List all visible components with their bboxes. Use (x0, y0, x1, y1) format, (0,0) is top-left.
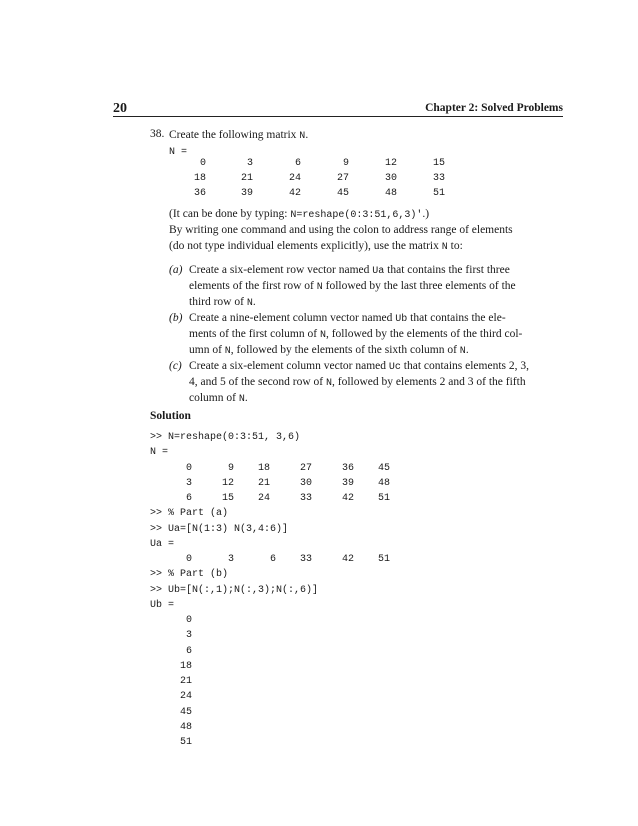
part-c-l1-var: Uc (388, 362, 401, 373)
value-cell: 51 (377, 493, 390, 504)
part-b-l3-mid: , followed by the elements of the sixth column of (230, 344, 457, 356)
value-cell: 45 (377, 462, 390, 474)
part-a-label: (a) (169, 264, 183, 276)
value-cell: 48 (377, 477, 390, 489)
value-cell: 6 (185, 493, 192, 504)
part-b-l3-var: N (224, 346, 231, 357)
value-cell: 18 (179, 660, 192, 672)
part-c-l2-var: N (326, 378, 333, 389)
instruction-line-2 (169, 238, 463, 256)
part-c-l2-post: , followed by elements 2 and 3 of the fifth (332, 376, 526, 388)
output-label: Ua = (150, 538, 175, 550)
output-row (150, 615, 318, 630)
value-cell: 0 (185, 615, 192, 626)
part-b-l1-pre: Create a nine-element column vector named (189, 312, 393, 324)
value-cell: 45 (179, 706, 192, 718)
value-cell: 3 (227, 554, 234, 565)
instr2-var: N (441, 242, 448, 253)
part-b-l2-var: N (319, 330, 326, 341)
matrix-cell: 3 (246, 158, 253, 169)
instr2-pre: (do not type individual elements explicitly), use the matrix (169, 240, 439, 252)
problem-number: 38. (150, 128, 165, 140)
output-row (150, 737, 318, 752)
matrix-cell: 18 (193, 173, 206, 184)
value-cell: 6 (185, 645, 192, 657)
matrix-cell: 0 (199, 158, 206, 169)
chapter-title: Chapter 2: Solved Problems (425, 102, 563, 114)
part-a-l3-post: . (252, 296, 256, 308)
page-number: 20 (113, 101, 127, 116)
value-cell: 0 (185, 554, 192, 565)
value-cell: 9 (227, 462, 234, 474)
matrix-cell: 33 (432, 173, 445, 184)
part-b-l3-pre: umn of (189, 344, 222, 356)
output-row (150, 707, 318, 722)
value-cell: 36 (341, 462, 354, 474)
hint-code: N=reshape(0:3:51,6,3)' (290, 210, 423, 221)
page-header (113, 101, 563, 115)
value-cell: 18 (257, 462, 270, 474)
value-cell: 42 (341, 493, 354, 504)
value-cell: 51 (377, 554, 390, 565)
output-row (150, 462, 390, 478)
output-label: N = (150, 447, 169, 459)
matrix-cell: 48 (384, 188, 397, 199)
part-a-l2-var: N (316, 282, 323, 293)
matrix-cell: 9 (342, 158, 349, 169)
value-cell: 21 (257, 477, 270, 489)
part-a-l1-pre: Create a six-element row vector named (189, 264, 370, 276)
instruction-line-1: By writing one command and using the colon to address range of elements (169, 224, 513, 236)
problem-intro (169, 127, 308, 145)
output-row (150, 691, 318, 706)
matrix-cell: 24 (288, 173, 301, 184)
value-cell: 3 (185, 477, 192, 489)
value-cell: 48 (179, 721, 192, 733)
value-cell: 0 (185, 462, 192, 474)
value-cell: 33 (299, 554, 312, 565)
matrix-cell: 51 (432, 188, 445, 199)
value-cell: 30 (299, 477, 312, 489)
output-row (150, 646, 318, 661)
value-cell: 27 (299, 462, 312, 474)
part-c-l3-var: N (238, 394, 245, 405)
output-row (150, 554, 390, 569)
matrix-cell: 30 (384, 173, 397, 184)
output-row (150, 676, 318, 691)
matrix-cell: 27 (336, 173, 349, 184)
problem-intro-end: . (305, 129, 309, 141)
value-cell: 24 (179, 691, 192, 703)
header-rule (113, 116, 563, 117)
part-b-l2-pre: ments of the first column of (189, 328, 318, 340)
hint-post: .) (422, 208, 430, 220)
part-a-l1-var: Ua (372, 266, 385, 277)
problem-intro-text: Create the following matrix (169, 129, 297, 141)
solution-code (150, 432, 390, 752)
part-a-l3-var: N (246, 298, 253, 309)
output-row (150, 722, 318, 737)
value-cell: 42 (341, 554, 354, 565)
output-row (150, 661, 318, 676)
part-b-l2-post: , followed by the elements of the third col- (325, 328, 523, 340)
problem-intro-var: N (299, 131, 306, 142)
matrix-cell: 21 (240, 173, 253, 184)
value-cell: 24 (257, 493, 270, 504)
value-cell: 12 (221, 477, 234, 489)
part-c-l2-pre: 4, and 5 of the second row of (189, 376, 324, 388)
part-c-l1-pre: Create a six-element column vector named (189, 360, 387, 372)
matrix-cell: 45 (336, 188, 349, 199)
solution-heading: Solution (150, 410, 191, 422)
part-b-l1-var: Ub (395, 314, 408, 325)
output-row (150, 630, 318, 645)
output-row (150, 493, 390, 508)
output-label: Ub = (150, 599, 175, 611)
hint-pre: (It can be done by typing: (169, 208, 288, 220)
value-cell: 6 (269, 554, 276, 565)
matrix-cell: 39 (240, 188, 253, 199)
part-a-l3-pre: third row of (189, 296, 244, 308)
value-cell: 15 (221, 493, 234, 504)
instr2-post: to: (450, 240, 463, 252)
output-row (150, 477, 390, 493)
command-line: >> N=reshape(0:3:51, 3,6) (150, 432, 301, 443)
value-cell: 3 (185, 630, 192, 642)
part-b-label: (b) (169, 312, 183, 324)
value-cell: 39 (341, 477, 354, 489)
comment-line: >> % Part (b) (150, 569, 229, 581)
matrix-cell: 42 (288, 188, 301, 199)
part-a-l2-pre: elements of the first row of (189, 280, 314, 292)
part-a-l2-post: followed by the last three elements of the (325, 280, 516, 292)
command-line: >> Ua=[N(1:3) N(3,4:6)] (150, 523, 289, 535)
part-b-l1-post: that contains the ele- (410, 312, 506, 324)
part-c-label: (c) (169, 360, 182, 372)
part-b-l3-post: . (465, 344, 469, 356)
value-cell: 33 (299, 493, 312, 504)
matrix-label: N = (169, 147, 188, 158)
part-c-l1-post: that contains elements 2, 3, (403, 360, 529, 372)
matrix-cell: 36 (193, 188, 206, 199)
comment-line: >> % Part (a) (150, 508, 229, 520)
matrix-cell: 6 (294, 158, 301, 169)
value-cell: 21 (179, 676, 192, 687)
matrix-cell: 12 (384, 158, 397, 169)
part-b-l3-var2: N (459, 346, 466, 357)
command-line: >> Ub=[N(:,1);N(:,3);N(:,6)] (150, 584, 319, 596)
part-a-l1-post: that contains the first three (387, 264, 510, 276)
value-cell: 51 (179, 737, 192, 748)
part-c-l3-pre: column of (189, 392, 236, 404)
part-c-l3-post: . (244, 392, 248, 404)
part-c-line-3 (189, 390, 248, 408)
matrix-cell: 15 (432, 158, 445, 169)
